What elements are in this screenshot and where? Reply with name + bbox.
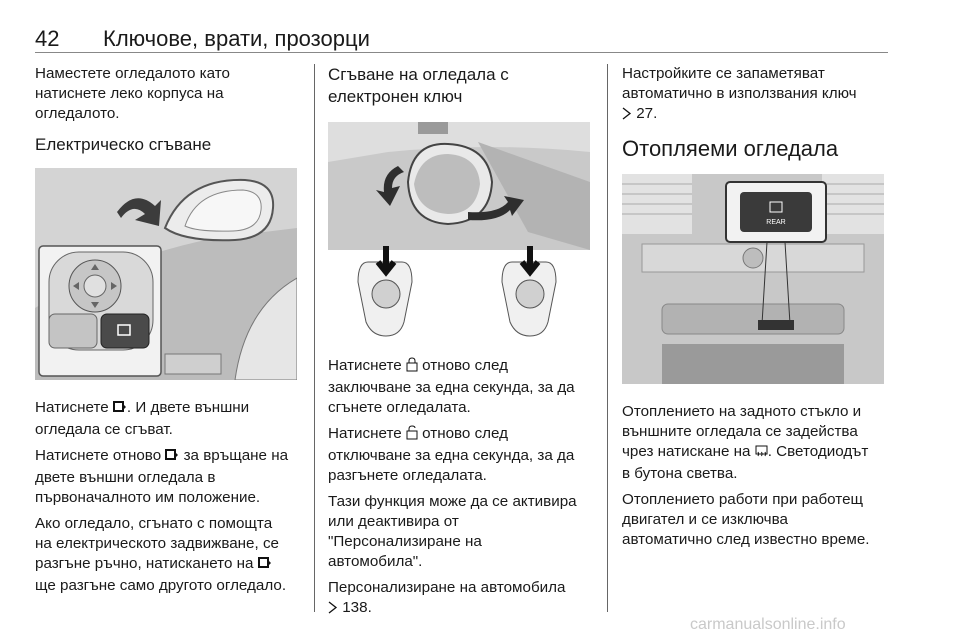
paragraph-personalization: Тази функция може да се активира или деактивира от "Персонализиране на автомобила".: [328, 493, 577, 570]
mirror-switch-figure: [35, 168, 297, 380]
column-divider-1: [314, 64, 315, 612]
paragraph-press-fold: Натиснете . И двете външни огледала се сгъват.: [35, 399, 250, 438]
column-1: [35, 64, 305, 602]
heading-key-folding: Сгъване на огледала с електронен ключ: [328, 65, 509, 106]
paragraph-manual-unfold: Ако огледало, сгънато с помощта на електрическото задвижване, се разгъне ръчно, натискането на ще разгъне само другото огледало.: [35, 515, 287, 594]
page-reference-link[interactable]: 138.: [342, 599, 372, 616]
heading-heated-mirrors: Отопляеми огледала: [622, 136, 839, 161]
page-number: 42: [35, 26, 60, 51]
chapter-title: Ключове, врати, прозорци: [103, 26, 370, 51]
unlock-icon: [406, 425, 418, 446]
paragraph-settings-saved: Настройките се запаметяват автоматично в използвания ключ 27.: [622, 64, 892, 126]
paragraph-personalization-ref: Персонализиране на автомобила 138.: [328, 578, 598, 620]
paragraph-press-again: Натиснете отново за връщане на двете външни огледала в първоначалното им положение.: [35, 447, 289, 506]
heated-mirror-button-figure: [622, 174, 884, 384]
header-divider: [35, 52, 888, 53]
column-divider-2: [607, 64, 608, 612]
page-header: [35, 26, 887, 50]
lock-icon: [406, 357, 418, 378]
paragraph-unlock-unfold: Натиснете отново след отключване за една секунда, за да разгънете огледалата.: [328, 425, 575, 484]
column-3: [622, 64, 892, 556]
intro-paragraph: Наместете огледалото като натиснете леко корпуса на огледалото.: [35, 65, 230, 122]
paragraph-rear-heating: Отоплението на задното стъкло и външните огледала се задейства чрез натискане на . Светодиодът в бутона светва.: [622, 403, 869, 482]
paragraph-lock-fold: Натиснете отново след заключване за една секунда, за да сгънете огледалата.: [328, 357, 575, 416]
mirror-fold-icon: [113, 400, 127, 420]
heading-electric-folding: Електрическо сгъване: [35, 135, 212, 154]
rear-window-heater-icon: [755, 444, 768, 464]
page-reference-icon: [328, 600, 338, 620]
mirror-fold-icon: [165, 448, 179, 468]
mirror-fold-icon: [258, 556, 272, 576]
watermark: carmanualsonline.info: [690, 616, 846, 633]
column-2: [328, 64, 598, 626]
electronic-key-figure: [328, 122, 590, 338]
page-reference-link[interactable]: 27.: [636, 105, 658, 122]
paragraph-auto-off: Отоплението работи при работещ двигател и се изключва автоматично след известно време.: [622, 491, 870, 548]
page-reference-icon: [622, 106, 632, 126]
rear-label: REAR: [766, 219, 786, 226]
